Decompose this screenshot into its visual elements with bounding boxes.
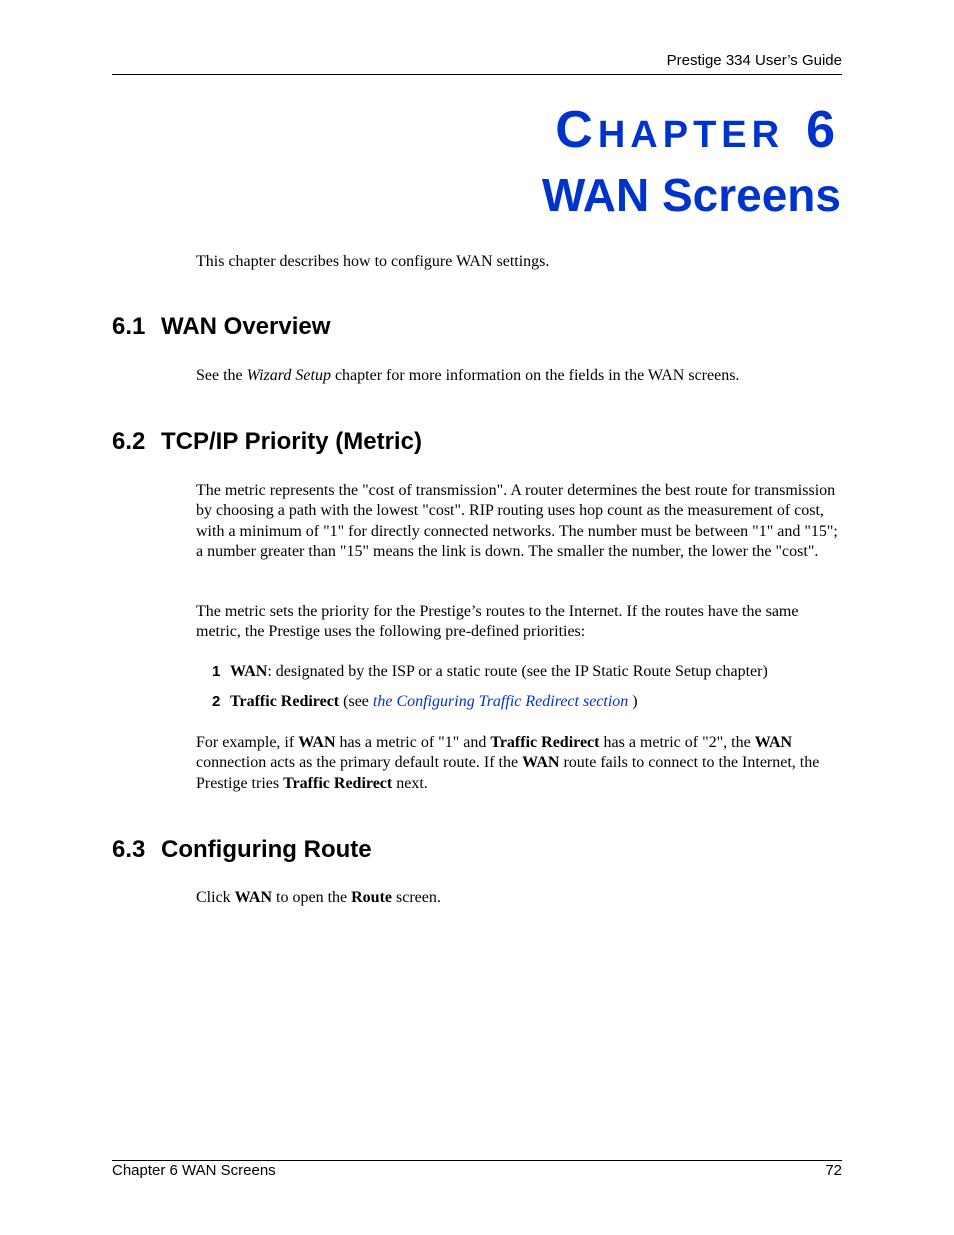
traffic-redirect-section-link[interactable]: the Configuring Traffic Redirect section [372, 693, 629, 710]
bold-term: Traffic Redirect [283, 774, 393, 792]
section-title: WAN Overview [161, 313, 331, 340]
text-run: has a metric of "1" and [335, 734, 491, 751]
text-run: Click [196, 889, 235, 906]
chapter-label-initial: C [555, 101, 598, 159]
list-item-number: 1 [212, 663, 221, 680]
list-item-term: WAN [230, 663, 268, 680]
list-item [212, 693, 638, 711]
list-item-text: (see [339, 693, 373, 710]
section-heading-6-2 [112, 428, 422, 456]
bold-term: WAN [754, 734, 793, 751]
section-number: 6.3 [112, 836, 146, 863]
section-number: 6.1 [112, 313, 146, 340]
bold-term: Route [351, 889, 392, 906]
text-run: screen. [392, 889, 441, 906]
list-item-text: : designated by the ISP or a static route (see the IP Static Route Setup chapter) [267, 663, 768, 680]
text-run: has a metric of "2", the [599, 734, 755, 751]
text-run: to open the [272, 889, 352, 906]
header-rule [112, 74, 842, 75]
bold-term: Traffic Redirect [490, 734, 600, 751]
section-heading-6-1 [112, 313, 330, 341]
intro-paragraph: This chapter describes how to configure WAN settings. [196, 253, 550, 270]
bold-term: WAN [522, 754, 560, 772]
priority-paragraph: The metric sets the priority for the Prestige’s routes to the Internet. If the routes have the same metric, the Prestige uses the following pre-defined priorities: [196, 603, 799, 641]
section-number: 6.2 [112, 428, 146, 455]
bold-term: WAN [234, 889, 273, 906]
section-title: TCP/IP Priority (Metric) [161, 428, 422, 455]
footer-rule [112, 1160, 842, 1161]
chapter-label-rest: HAPTER [597, 114, 785, 156]
bold-term: WAN [298, 734, 336, 751]
list-item [212, 663, 768, 681]
text-run: For example, if [196, 734, 299, 751]
page-number: 72 [825, 1162, 842, 1179]
chapter-number: 6 [806, 101, 840, 159]
running-header: Prestige 334 User’s Guide [666, 52, 842, 69]
list-item-term: Traffic Redirect [230, 693, 340, 710]
wan-overview-paragraph [196, 366, 844, 386]
chapter-title: WAN Screens [541, 169, 841, 221]
text-run: See the [196, 367, 247, 384]
section-heading-6-3 [112, 836, 372, 864]
text-run: connection acts as the primary default route. If the [196, 754, 523, 772]
text-run: next. [392, 774, 428, 792]
list-item-number: 2 [212, 693, 221, 710]
section-title: Configuring Route [161, 836, 372, 863]
metric-paragraph: The metric represents the "cost of transmission". A router determines the best route for transmission by choosing a path with the lowest "cost". RIP routing uses hop count as the measurement of cost, with a minimum of "1" for directly connected networks. The number must be between "1" and "15"; a number greater than "15" means the link is down. The smaller the number, the lower the "cost". [196, 482, 838, 560]
text-run: route fails to connect to the Internet, the Prestige tries [196, 754, 820, 792]
example-paragraph [196, 733, 844, 794]
footer-chapter-title: Chapter 6 WAN Screens [112, 1162, 276, 1179]
list-item-text: ) [628, 693, 638, 710]
text-run: chapter for more information on the fields in the WAN screens. [330, 367, 740, 384]
configuring-route-paragraph [196, 888, 844, 908]
wizard-setup-reference: Wizard Setup [246, 367, 331, 384]
chapter-label [555, 100, 840, 160]
